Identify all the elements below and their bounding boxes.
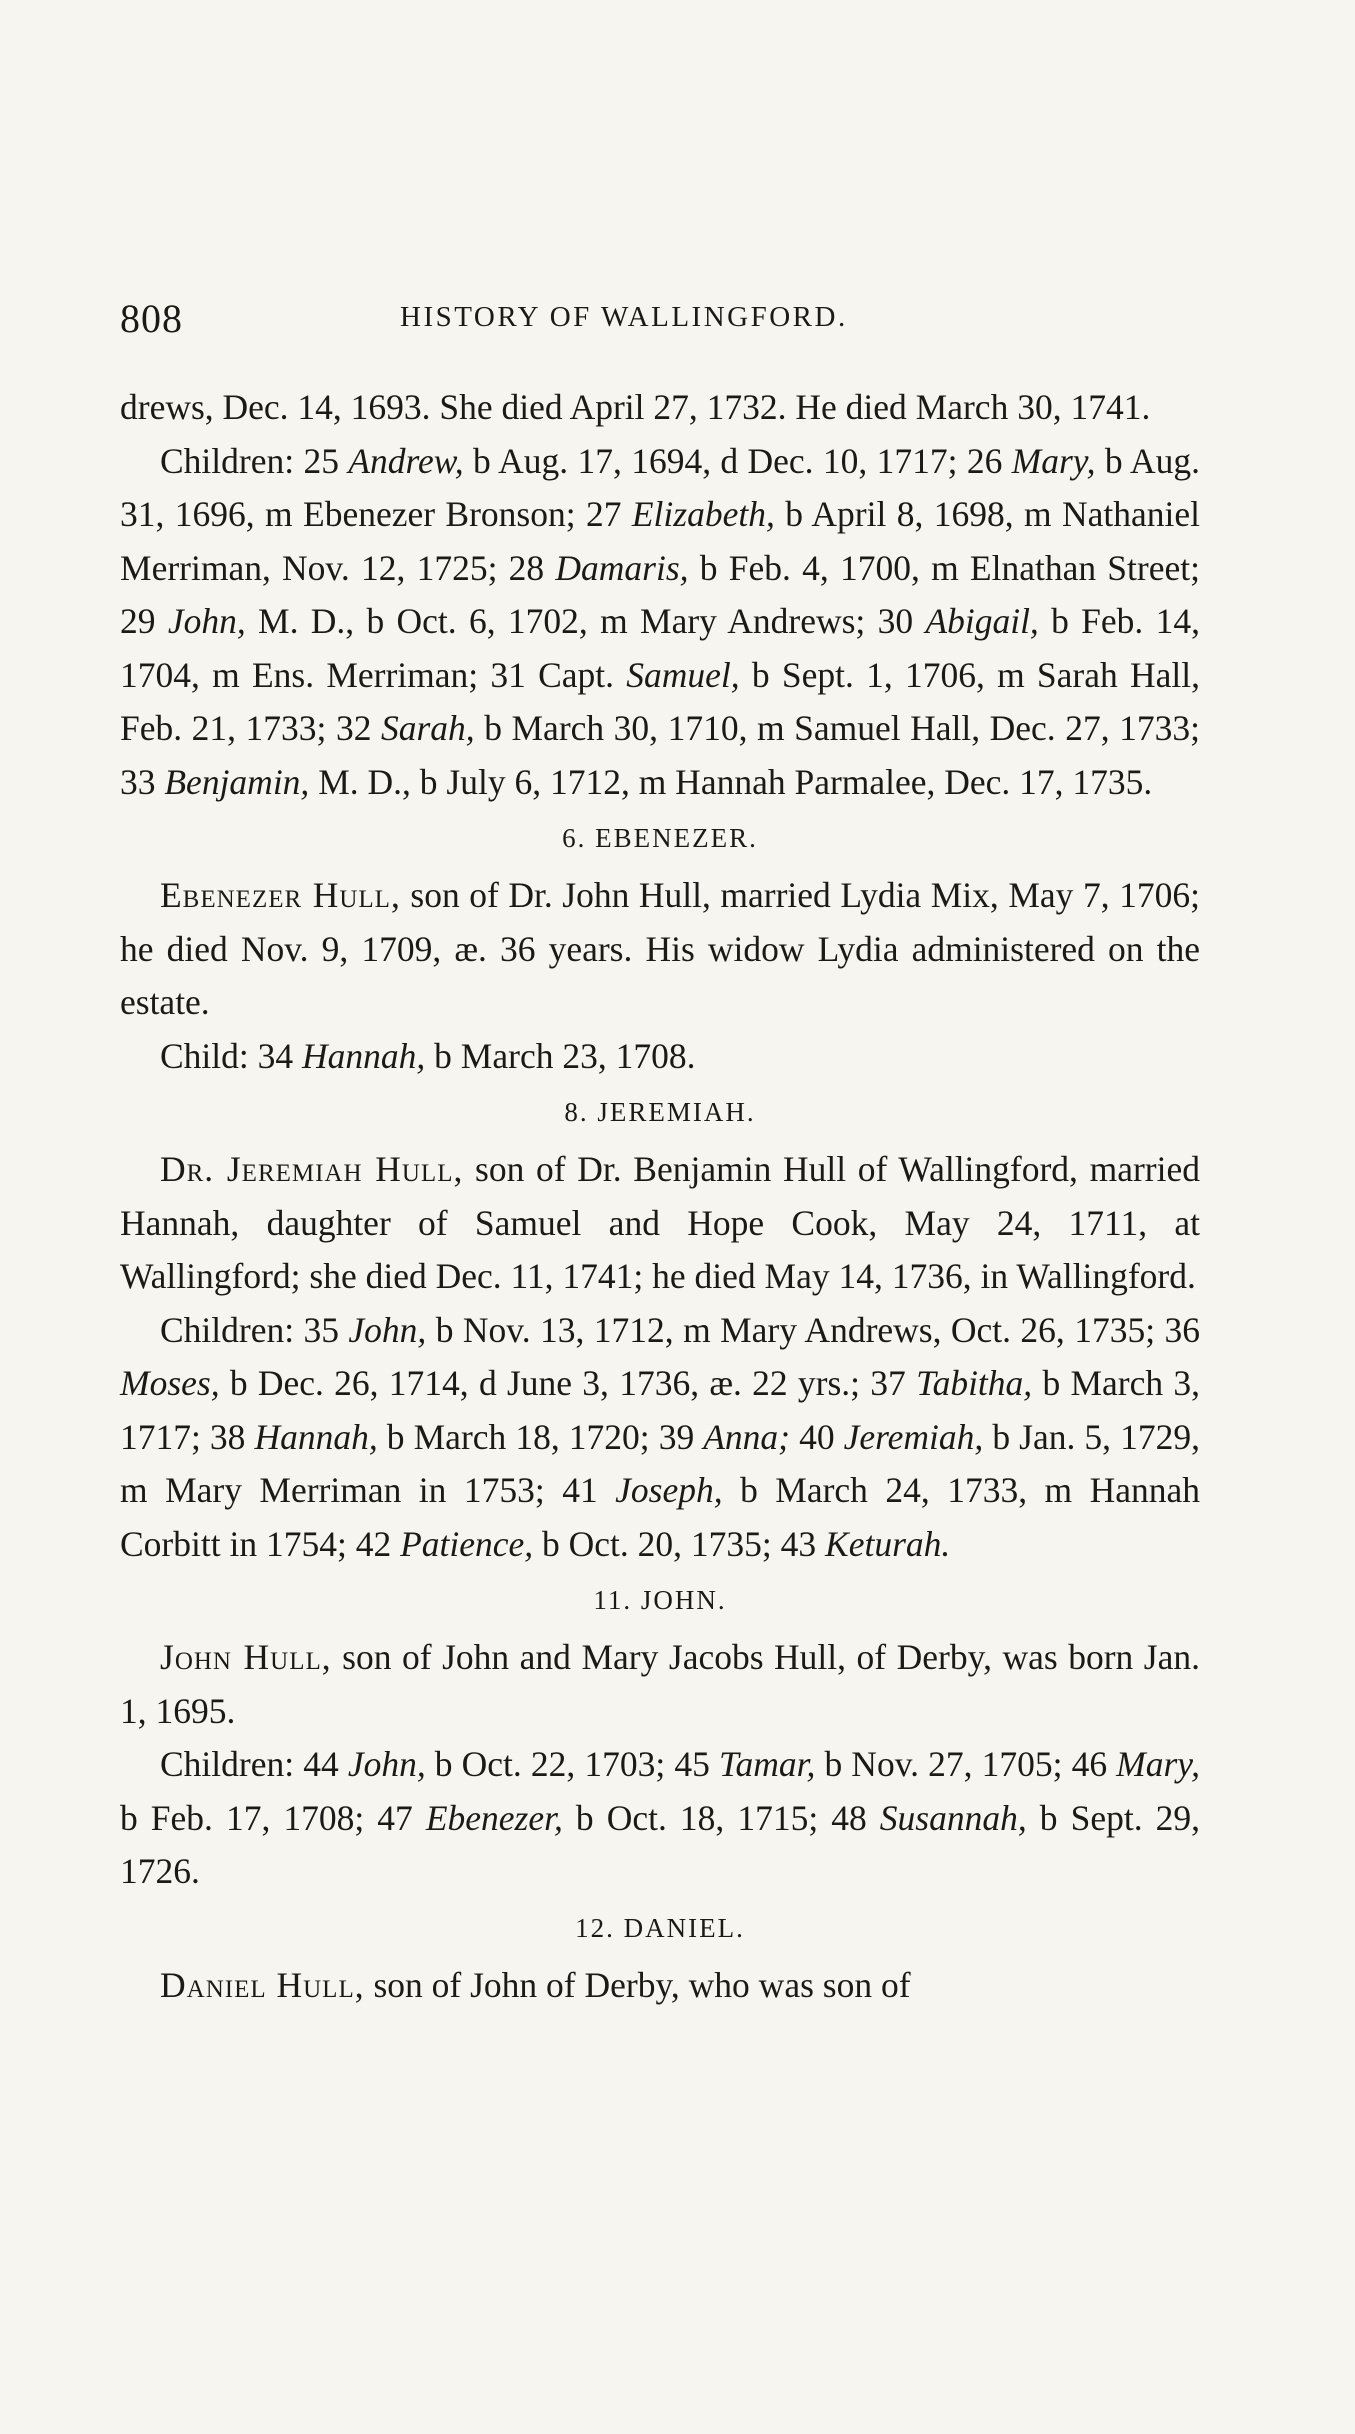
- paragraph-continuation: drews, Dec. 14, 1693. She died April 27, 1732. He died March 30, 1741.: [120, 387, 1151, 427]
- child-name: Tamar,: [718, 1744, 816, 1784]
- child-name: Anna;: [703, 1416, 791, 1457]
- child-name: Patience,: [400, 1523, 534, 1564]
- child-name: Mary,: [1011, 440, 1096, 481]
- children-list-jeremiah: Children: 35 John, b Nov. 13, 1712, m Mary Andrews, Oct. 26, 1735; 36 Moses, b Dec. 26, 1714, d June 3, 1736, æ. 22 yrs.; 37 Tabitha, b March 3, 1717; 38 Hannah, b March 18, 1720; 39 Anna; 40 Jeremiah, b Jan. 5, 1729, m Mary Merriman in 1753; 41 Joseph, b March 24, 1733, m Hannah Corbitt in 1754; 42 Patience, b Oct. 20, 1735; 43 Keturah.: [120, 1309, 1200, 1564]
- person-name: Daniel Hull,: [160, 1964, 365, 2005]
- child-name: Benjamin,: [164, 761, 310, 802]
- person-name: Dr. Jeremiah Hull,: [160, 1149, 464, 1189]
- child-name: Sarah,: [380, 708, 475, 748]
- book-page: [120, 295, 1200, 2012]
- child-name: Jeremiah,: [843, 1416, 984, 1457]
- paragraph-daniel: Daniel Hull, son of John of Derby, who was son of: [160, 1964, 911, 2005]
- section-heading-jeremiah: 8. JEREMIAH.: [564, 1097, 756, 1127]
- child-name: John,: [347, 1744, 426, 1784]
- body-text: [120, 381, 1200, 2012]
- child-name: Damaris,: [555, 547, 689, 588]
- child-name: Keturah.: [825, 1523, 951, 1564]
- running-head: [120, 295, 1200, 347]
- child-name: Hannah,: [302, 1035, 426, 1076]
- running-title: HISTORY OF WALLINGFORD.: [400, 301, 848, 333]
- person-name: Ebenezer Hull,: [160, 875, 401, 915]
- child-name: John,: [167, 601, 246, 641]
- child-name: Ebenezer,: [425, 1797, 563, 1838]
- children-list-ebenezer: Child: 34 Hannah, b March 23, 1708.: [160, 1035, 696, 1076]
- child-name: Elizabeth,: [631, 494, 775, 534]
- section-heading-ebenezer: 6. EBENEZER.: [562, 823, 758, 853]
- child-name: Abigail,: [925, 601, 1039, 641]
- child-name: Hannah,: [254, 1416, 378, 1457]
- section-heading-john: 11. JOHN.: [593, 1585, 727, 1615]
- person-name: John Hull,: [160, 1637, 332, 1677]
- paragraph-ebenezer: Ebenezer Hull, son of Dr. John Hull, married Lydia Mix, May 7, 1706; he died Nov. 9, 1709, æ. 36 years. His widow Lydia administered on the estate.: [120, 875, 1200, 1022]
- children-list-john: Children: 44 John, b Oct. 22, 1703; 45 Tamar, b Nov. 27, 1705; 46 Mary, b Feb. 17, 1708; 47 Ebenezer, b Oct. 18, 1715; 48 Susannah, b Sept. 29, 1726.: [120, 1744, 1200, 1891]
- child-name: Moses,: [120, 1363, 220, 1403]
- child-name: Mary,: [1116, 1744, 1200, 1784]
- paragraph-jeremiah: Dr. Jeremiah Hull, son of Dr. Benjamin Hull of Wallingford, married Hannah, daughter of Samuel and Hope Cook, May 24, 1711, at Wallingford; she died Dec. 11, 1741; he died May 14, 1736, in Wallingford.: [120, 1149, 1200, 1296]
- page-number: 808: [120, 296, 183, 341]
- children-list-andrews: Children: 25 Andrew, b Aug. 17, 1694, d Dec. 10, 1717; 26 Mary, b Aug. 31, 1696, m Ebenezer Bronson; 27 Elizabeth, b April 8, 1698, m Nathaniel Merriman, Nov. 12, 1725; 28 Damaris, b Feb. 4, 1700, m Elnathan Street; 29 John, M. D., b Oct. 6, 1702, m Mary Andrews; 30 Abigail, b Feb. 14, 1704, m Ens. Merriman; 31 Capt. Samuel, b Sept. 1, 1706, m Sarah Hall, Feb. 21, 1733; 32 Sarah, b March 30, 1710, m Samuel Hall, Dec. 27, 1733; 33 Benjamin, M. D., b July 6, 1712, m Hannah Parmalee, Dec. 17, 1735.: [120, 440, 1200, 802]
- child-name: Tabitha,: [916, 1363, 1033, 1403]
- child-name: Joseph,: [615, 1470, 723, 1510]
- child-name: John,: [348, 1309, 427, 1350]
- child-name: Susannah,: [879, 1797, 1027, 1838]
- paragraph-john: John Hull, son of John and Mary Jacobs Hull, of Derby, was born Jan. 1, 1695.: [120, 1637, 1200, 1731]
- child-name: Samuel,: [626, 654, 740, 695]
- child-name: Andrew,: [348, 440, 464, 481]
- section-heading-daniel: 12. DANIEL.: [575, 1912, 745, 1943]
